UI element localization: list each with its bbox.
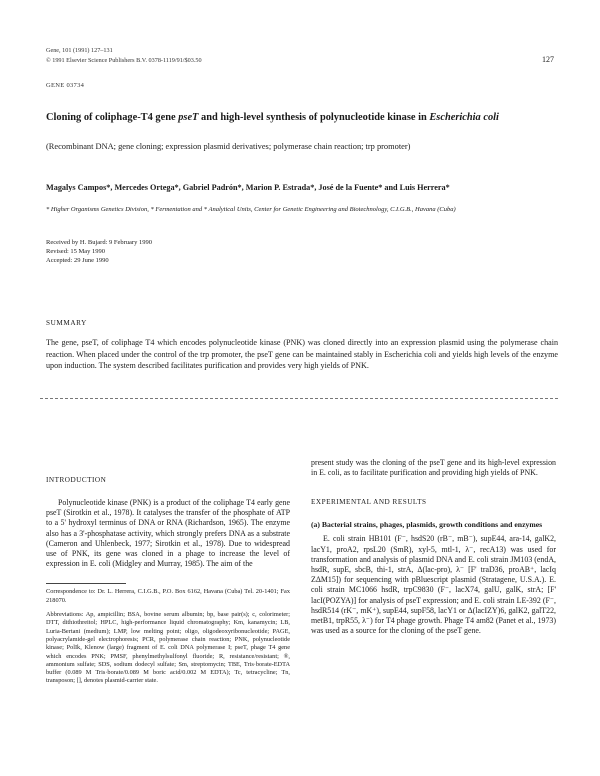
introduction-continued: present study was the cloning of the pseT gene and its high-level expression in E. coli, as to facilitate purification and providing high yields of PNK. [311,458,556,478]
affiliation: * Higher Organisms Genetics Division, * Fermentation and * Analytical Units, Center for Genetic Engineering and Biotechnology, C.I.G.B., Havana (Cuba) [46,206,456,213]
title-gene: pseT [178,112,199,123]
left-column [46,476,290,686]
page-number: 127 [542,55,554,64]
journal-header [46,46,202,65]
article-dates [46,238,152,265]
authors: Magalys Campos*, Mercedes Ortega*, Gabriel Padrón*, Marion P. Estrada*, José de la Fuente* and Luis Herrera* [46,183,450,192]
copyright-line: © 1991 Elsevier Science Publishers B.V. 0378-1119/91/$03.50 [46,56,202,64]
gene-code: GENE 03734 [46,82,85,89]
accepted-date: Accepted: 29 June 1990 [46,257,109,264]
abbreviations-footnote: Abbreviations: Ap, ampicillin; BSA, bovine serum albumin; bp, base pair(s); c, colorimeter; DTT, dithiothreitol; HPLC, high-performance liquid chromatography; Km, kanamycin; LB, Luria-Bertani (medium); LMP, low melting point; oligo, oligodeoxyribonucleotide; PAGE, polyacrylamide-gel electrophoresis; PCR, polymerase chain reaction; PNK, polynucleotide kinase; PolIk, Klenow (large) fragment of E. coli DNA polymerase I; pseT, phage T4 gene which encodes PNK; PMSF, phenylmethylsulfonyl fluoride; R, resistance/resistant; ®, ammonium sulfate; SDS, sodium dodecyl sulfate; Sm, streptomycin; TBE, Tris·borate-EDTA buffer (0.089 M Tris·borate/0.089 M boric acid/0.002 M EDTA); Tc, tetracycline; Tn, transposon; [], denotes plasmid-carrier state. [46,611,290,685]
article-title [46,111,566,124]
footnote-divider [46,583,126,584]
summary-heading: SUMMARY [46,319,87,327]
revised-date: Revised: 15 May 1990 [46,248,106,255]
introduction-text: Polynucleotide kinase (PNK) is a product of the coliphage T4 early gene pseT (Sirotkin et al., 1978). It catalyses the transfer of the phosphate of ATP to a 5' hydroxyl terminus of DNA or RNA (Richardson, 1965). The enzyme also has a 3'-phosphatase activity, which strongly prefers DNA as a substrate (Cameron and Uhlenbeck, 1977; Sirotkin et al., 1978). Due to widespread use of PNK, its gene was cloned in a phage to increase the level of expression in E. coli (Midgley and Murray, 1985). The aim of the [46,498,290,569]
right-column [311,458,556,636]
keywords: (Recombinant DNA; gene cloning; expression plasmid derivatives; polymerase chain reaction; trp promoter) [46,142,411,151]
journal-citation: Gene, 101 (1991) 127–131 [46,47,113,54]
correspondence-footnote: Correspondence to: Dr. L. Herrera, C.I.G.B., P.O. Box 6162, Havana (Cuba) Tel. 20-1401; Fax 218070. [46,588,290,604]
title-prefix: Cloning of coliphage-T4 gene [46,112,179,123]
strains-text: E. coli strain HB101 (F⁻, hsdS20 (rB⁻, mB⁻), supE44, ara-14, galK2, lacY1, proA2, rpsL20 (SmR), xyl-5, mtl-1, λ⁻, recA13) was used for transformation and analysis of plasmid DNA and E. coli strain JM103 (endA, hsdR, supE, sbcB, thi-1, strA, Δ(lac-pro), λ⁻ [F' traD36, proAB⁺, lacIq ZΔM15]) for sequencing with pBluescript plasmid (Stratagene, U.S.A.). E. coli strain MC1066 hsdR, trpC9830 (F⁻, lacX74, galU, galK, strA; [F' lacI(POZYA)] for analysis of pseT expression; and E. coli strain LE-392 (F⁻, hsdR514 (rK⁻, mK⁺), supE44, supF58, lacY1 or Δ(lacIZY)6, galK2, galT22, metB1, trpR55, λ⁻) for T4 phage growth. Phage T4 am82 (Panet et al., 1973) was used as a source for the cloning of the pseT gene. [311,534,556,636]
subsection-heading: (a) Bacterial strains, phages, plasmids, growth conditions and enzymes [311,520,543,530]
title-middle: and high-level synthesis of polynucleotide kinase in [198,112,430,123]
introduction-heading: INTRODUCTION [46,476,107,484]
received-date: Received by H. Bujard: 9 February 1990 [46,239,152,246]
experimental-heading: EXPERIMENTAL AND RESULTS [311,498,427,507]
summary-text: The gene, pseT, of coliphage T4 which encodes polynucleotide kinase (PNK) was cloned directly into an expression plasmid using the polymerase chain reaction. When placed under the control of the trp promoter, the pseT gene can be maintained stably in Escherichia coli and yields high levels of the enzyme upon induction. The system described facilitates purification and provides very high yields of PNK. [46,338,558,371]
section-divider [40,398,558,399]
title-organism: Escherichia coli [429,112,499,123]
